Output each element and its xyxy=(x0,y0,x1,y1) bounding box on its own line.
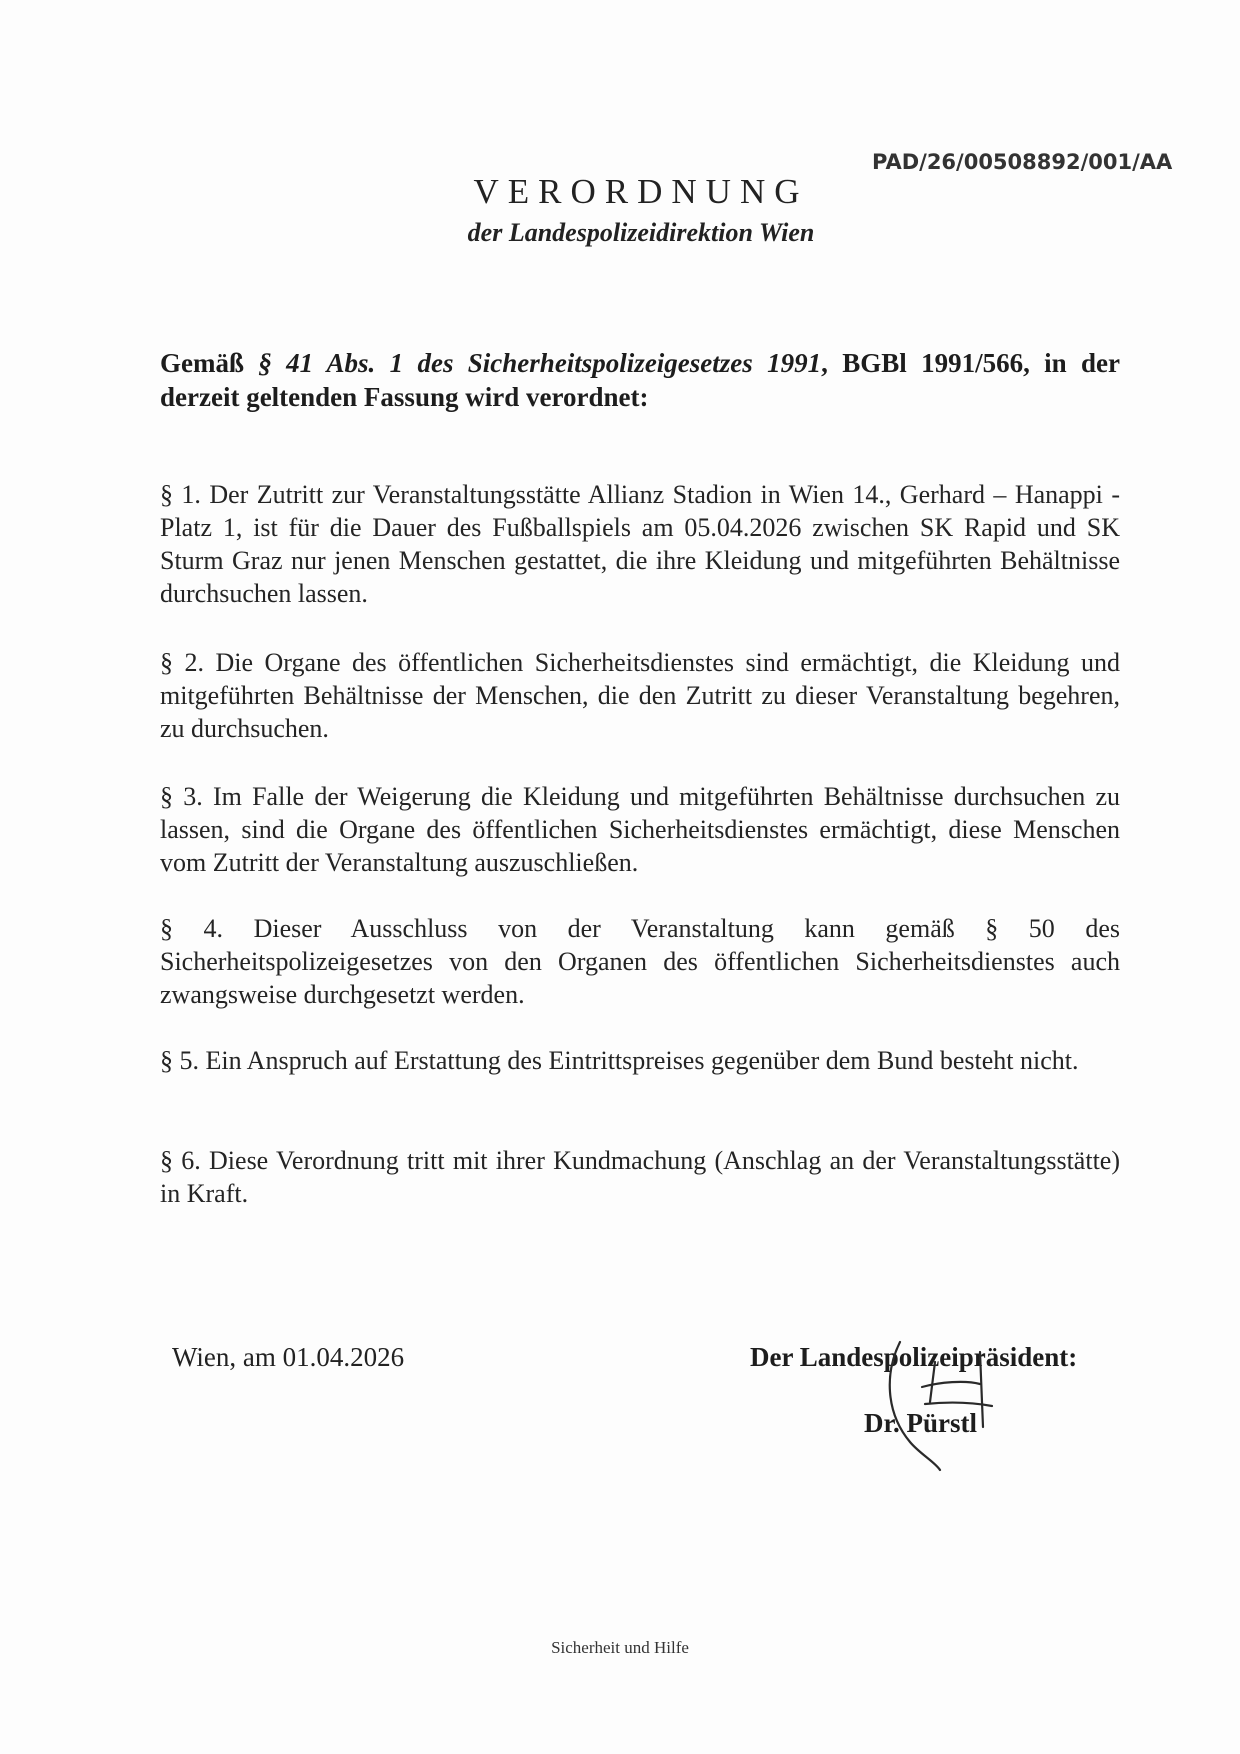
paragraph-4: § 4. Dieser Ausschluss von der Veranstaltung kann gemäß § 50 des Sicherheitspolizeigesetzes von den Organen des öffentlichen Sicherheitsdienstes auch zwangsweise durchgesetzt werden. xyxy=(160,914,1120,1009)
reference-number: PAD/26/00508892/001/AA xyxy=(872,150,1173,174)
preamble xyxy=(160,346,1120,414)
paragraph-5: § 5. Ein Anspruch auf Erstattung des Eintrittspreises gegenüber dem Bund besteht nicht. xyxy=(160,1046,1079,1075)
paragraph-3: § 3. Im Falle der Weigerung die Kleidung und mitgeführten Behältnisse durchsuchen zu lassen, sind die Organe des öffentlichen Sicherheitsdienstes ermächtigt, diese Menschen vom Zutritt der Veranstaltung auszuschließen. xyxy=(160,782,1120,877)
preamble-tail: , BGBl 1991/566, in der derzeit geltenden Fassung wird verordnet: xyxy=(160,348,1121,412)
signatory-title: Der Landespolizeipräsident: xyxy=(750,1342,1078,1372)
handwritten-signature xyxy=(880,1332,1000,1472)
paragraph-1: § 1. Der Zutritt zur Veranstaltungsstätte Allianz Stadion in Wien 14., Gerhard – Hanappi - Platz 1, ist für die Dauer des Fußballspiels am 05.04.2026 zwischen SK Rapid und SK Sturm Graz nur jenen Menschen gestattet, die ihre Kleidung und mitgeführten Behältnisse durchsuchen lassen. xyxy=(160,480,1120,608)
paragraph-2: § 2. Die Organe des öffentlichen Sicherheitsdienstes sind ermächtigt, die Kleidung und mitgeführten Behältnisse der Menschen, die den Zutritt zu dieser Veranstaltung begehren, zu durchsuchen. xyxy=(160,648,1120,743)
signatory-name: Dr. Pürstl xyxy=(864,1408,977,1438)
footer-slogan: Sicherheit und Hilfe xyxy=(551,1638,689,1657)
preamble-citation: § 41 Abs. 1 des Sicherheitspolizeigesetzes 1991 xyxy=(258,348,822,378)
preamble-lead: Gemäß xyxy=(160,348,259,378)
document-title: VERORDNUNG xyxy=(473,172,809,211)
place-and-date: Wien, am 01.04.2026 xyxy=(172,1342,405,1372)
paragraph-6: § 6. Diese Verordnung tritt mit ihrer Kundmachung (Anschlag an der Veranstaltungsstätte) in Kraft. xyxy=(160,1146,1120,1208)
document-subtitle: der Landespolizeidirektion Wien xyxy=(467,218,815,247)
